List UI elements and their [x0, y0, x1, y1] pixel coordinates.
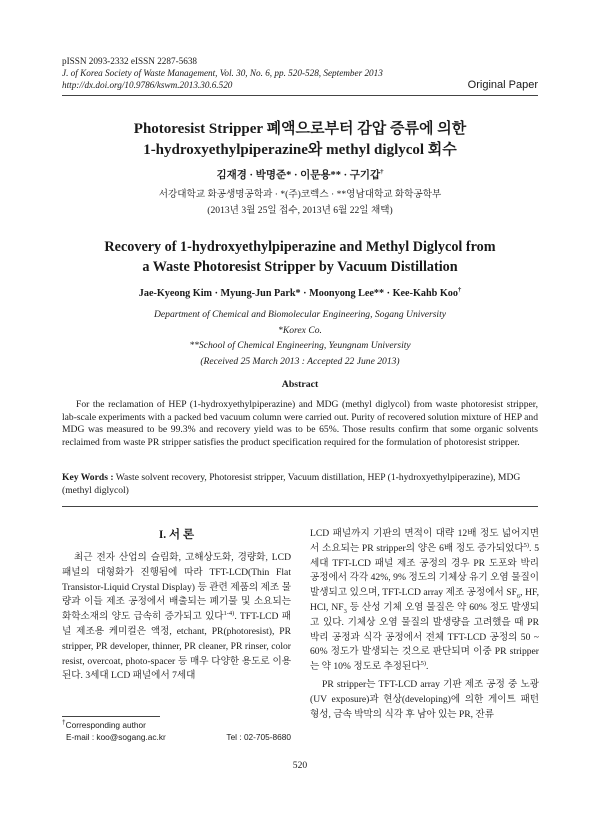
corresponding-mark: † — [457, 286, 462, 294]
korean-title — [62, 119, 538, 161]
intro-paragraph-1-cont — [310, 527, 539, 675]
page-number: 520 — [292, 760, 308, 771]
affiliation-yeungnam: **School of Chemical Engineering, Yeungnam University — [189, 340, 411, 351]
english-title — [62, 237, 538, 277]
footnote-email[interactable]: E-mail : koo@sogang.ac.kr — [66, 732, 166, 742]
reference-mark: 5) — [523, 541, 530, 549]
footnote-mark: † — [62, 719, 66, 727]
abstract-heading: Abstract — [281, 379, 319, 390]
intro-text-a: 최근 전자 산업의 슬림화, 고해상도화, 경량화, LCD 패널의 대형화가 진행됨에 따라 TFT-LCD(Thin Flat Transistor-Liquid Crystal Display) 등 관련 제품의 제조 물량과 이들 제조 공정에서 배출되는 폐기물 및 소요되는 화학소재의 양도 급속히 증가되고 있다 — [62, 552, 291, 623]
intro-paragraph-2: PR stripper는 TFT-LCD array 기판 제조 공정 중 노광(UV exposure)과 현상(developing)에 의한 게이트 패턴 형성, 금속 박막의 식각 후 남아 있는 PR, 잔류 — [310, 678, 539, 720]
intro-text-g: . — [426, 661, 429, 673]
english-authors — [62, 288, 538, 299]
affiliation-korex: *Korex Co. — [278, 324, 322, 336]
paper-type-label: Original Paper — [467, 79, 538, 91]
corresponding-author-footnote — [62, 719, 291, 743]
left-column — [62, 526, 291, 684]
korean-authors — [62, 167, 538, 182]
keywords — [62, 472, 538, 497]
footnote-tel: Tel : 02-705-8680 — [226, 732, 291, 742]
doi-link[interactable]: http://dx.doi.org/10.9786/kswm.2013.30.6.520 — [62, 80, 233, 90]
korean-affiliation-block — [62, 187, 538, 219]
journal-header — [62, 55, 383, 91]
intro-text-c: LCD 패널까지 기판의 면적이 대략 12배 정도 넓어지면서 소요되는 PR stripper의 양은 6배 정도 증가되었다 — [310, 528, 539, 554]
journal-citation: J. of Korea Society of Waste Management, Vol. 30, No. 6, pp. 520-528, September 2013 — [62, 68, 383, 78]
english-author-names: Jae-Kyeong Kim · Myung-Jun Park* · Moonyong Lee** · Kee-Kahb Koo — [138, 288, 458, 299]
korean-title-line1: Photoresist Stripper 폐액으로부터 감압 증류에 의한 — [133, 121, 467, 137]
intro-text-e: , HF, HCl, NF — [310, 587, 539, 613]
footnote-divider — [62, 716, 160, 717]
english-title-line1: Recovery of 1-hydroxyethylpiperazine and Methyl Diglycol from — [104, 239, 496, 255]
abstract-text: For the reclamation of HEP (1-hydroxyethylpiperazine) and MDG (methyl diglycol) from waste photoresist stripper, lab-scale experiments with a packed bed vacuum column were carried out. Purity of recovered solution mixture of HEP and MDG was measured to be 99.3% and recovery yield was to be 65%. Those results confirm that some organic solvents reclaimed from waste PR stripper satisfies the product specification required for the formulation of photoresist stripper. — [62, 399, 538, 449]
keywords-list: Waste solvent recovery, Photoresist stripper, Vacuum distillation, HEP (1-hydroxyethylpiperazine), MDG (methyl diglycol) — [62, 472, 521, 496]
corresponding-mark: † — [380, 168, 384, 176]
footnote-contact-row — [62, 731, 291, 743]
abstract-divider — [62, 506, 538, 507]
reference-mark: 5) — [420, 659, 427, 667]
keywords-label: Key Words : — [62, 472, 114, 483]
issn-line: pISSN 2093-2332 eISSN 2287-5638 — [62, 56, 198, 66]
right-column — [310, 527, 539, 722]
english-title-line2: a Waste Photoresist Stripper by Vacuum Distillation — [142, 259, 458, 275]
english-affiliation-block — [62, 307, 538, 369]
korean-affiliation: 서강대학교 화공생명공학과 · *(주)코렉스 · **영남대학교 화학공학부 — [158, 189, 442, 200]
intro-text-f: 등 산성 기체 오염 물질은 약 60% 정도 발생되고 있다. 기체상 오염 물질의 발생량을 고려했을 때 PR 박리 공정과 식각 공정에서 전체 TFT-LCD 공정의 50 ~ 60% 정도가 발생되는 것으로 판단되며 이중 PR stripper는 약 10% 정도로 추정된다 — [310, 601, 539, 673]
intro-text-b: . TFT-LCD 패널 제조용 케미컬은 액정, etchant, PR(photoresist), PR stripper, PR developer, thinner, PR cleaner, PR rinser, color resist, overcoat, photo-spacer 등 매우 다양한 용도로 이용된다. 3세대 LCD 패널에서 7세대 — [62, 611, 291, 682]
footnote-label: Corresponding author — [65, 720, 146, 730]
intro-text-d: . 5세대 TFT-LCD 패널 제조 공정의 경우 PR 도포와 박리 공정에서 각각 42%, 9% 정도의 기체상 유기 오염 물질이 발생되고 있으며, TFT-LCD array 제조 공정에서 SF — [310, 542, 539, 599]
header-divider — [62, 95, 538, 96]
subscript-3: 3 — [343, 607, 347, 615]
affiliation-sogang: Department of Chemical and Biomolecular Engineering, Sogang University — [153, 309, 447, 320]
intro-paragraph-1 — [62, 551, 291, 684]
english-dates: (Received 25 March 2013 : Accepted 22 June 2013) — [200, 355, 400, 367]
korean-dates: (2013년 3월 25일 접수, 2013년 6월 22일 채택) — [207, 205, 393, 216]
reference-mark: 1-4) — [223, 610, 235, 617]
footnote-label-line — [62, 719, 291, 731]
section-title: I. 서 론 — [158, 529, 195, 541]
korean-author-names: 김재경 · 박명준* · 이문용** · 구기갑 — [216, 170, 381, 181]
korean-title-line2: 1-hydroxyethylpiperazine와 methyl diglycol 회수 — [143, 142, 457, 158]
subscript-6: 6 — [516, 593, 521, 601]
